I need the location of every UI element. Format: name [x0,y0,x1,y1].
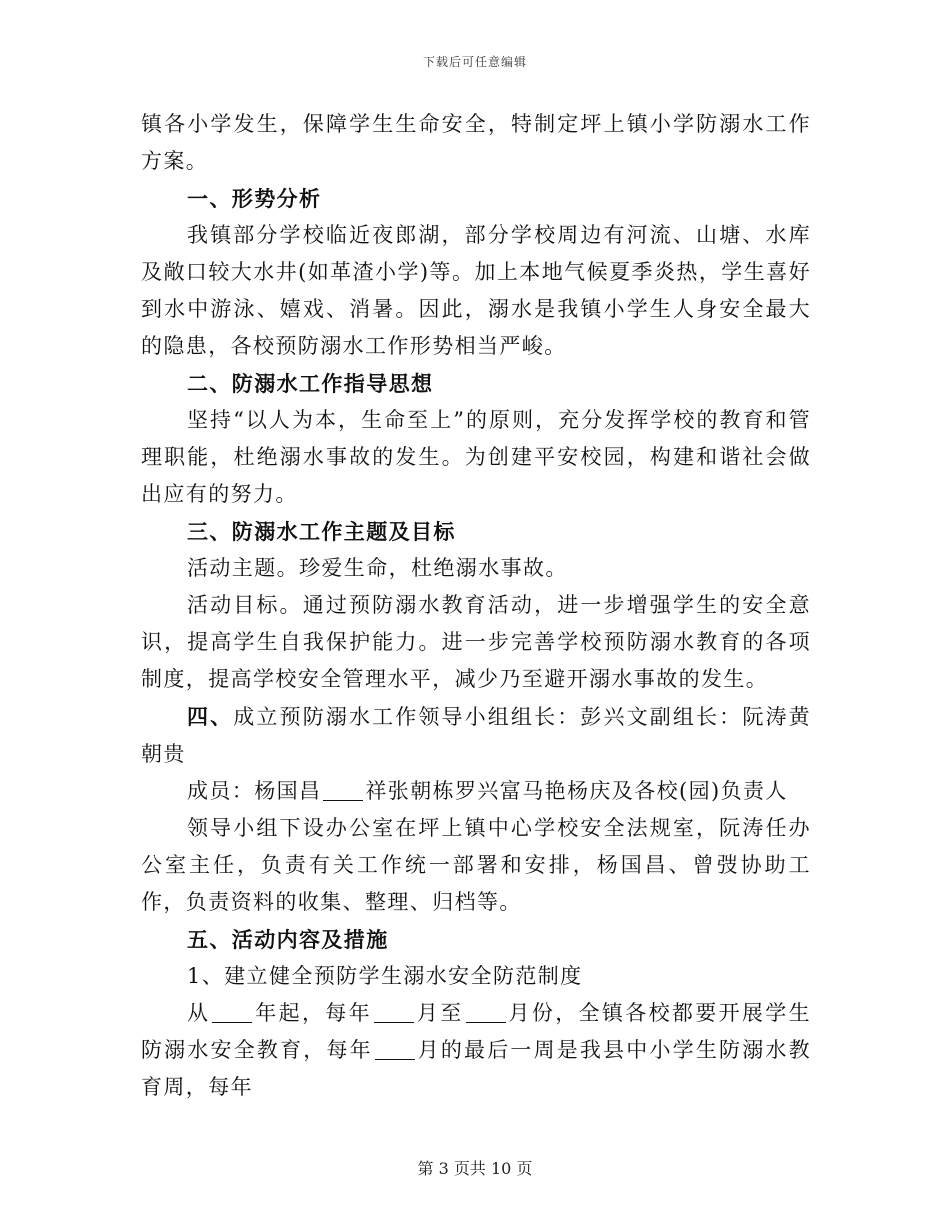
paragraph-situation: 我镇部分学校临近夜郎湖，部分学校周边有河流、山塘、水库及敞口较大水井(如革渣小学)等。加上本地气候夏季炎热，学生喜好到水中游泳、嬉戏、消暑。因此，溺水是我镇小学生人身安全最大的隐患，各校预防溺水工作形势相当严峻。 [141,223,811,358]
schedule-text-1: 从 [187,1001,211,1025]
schedule-text-5: 月的最后一周是我县中小学生防溺水教育周，每年 [141,1038,811,1099]
paragraph-theme: 活动主题。珍爱生命，杜绝溺水事故。 [187,556,568,580]
schedule-text-4: 月份，全镇各校都要开展学生防溺水安全教育，每年 [141,1001,812,1062]
paragraph-office: 领导小组下设办公室在坪上镇中心学校安全法规室，阮涛任办公室主任，负责有关工作统一部署和安排，杨国昌、曾弢协助工作，负责资料的收集、整理、归档等。 [141,816,811,914]
paragraph-intro: 镇各小学发生，保障学生生命安全，特制定坪上镇小学防溺水工作方案。 [141,112,811,173]
heading-leadership-number: 四、 [187,704,234,729]
heading-guiding-thought: 二、防溺水工作指导思想 [187,371,434,396]
blank-underline [375,1039,415,1060]
heading-situation-analysis: 一、形势分析 [187,186,322,211]
document-body [141,106,811,1106]
paragraph-guiding-thought: 坚持“以人为本，生命至上”的原则，充分发挥学校的教育和管理职能，杜绝溺水事故的发生。为创建平安校园，构建和谐社会做出应有的努力。 [141,408,811,506]
blank-underline [374,1002,414,1023]
page-number: 第 3 页共 10 页 [417,1159,533,1178]
blank-underline [323,780,363,801]
schedule-text-3: 月至 [415,1001,464,1025]
blank-underline [466,1002,506,1023]
members-text-end: 祥张朝栋罗兴富马艳杨庆及各校(园)负责人 [365,779,788,803]
paragraph-schedule [141,995,811,1106]
members-text-start: 成员：杨国昌 [187,779,322,803]
blank-underline [212,1002,252,1023]
paragraph-goals: 活动目标。通过预防溺水教育活动，进一步增强学生的安全意识，提高学生自我保护能力。进一步完善学校预防溺水教育的各项制度，提高学校安全管理水平，减少乃至避开溺水事故的发生。 [141,593,811,691]
page-header-note: 下载后可任意编辑 [422,55,527,69]
leadership-group-text: 成立预防溺水工作领导小组组长：彭兴文副组长：阮涛黄朝贵 [141,705,811,766]
paragraph-members [141,773,811,810]
heading-theme-goals: 三、防溺水工作主题及目标 [187,519,456,544]
paragraph-leadership-group [141,698,811,773]
heading-activities-measures: 五、活动内容及措施 [187,927,389,952]
schedule-text-2: 年起，每年 [254,1001,372,1025]
paragraph-safety-system: 1、建立健全预防学生溺水安全防范制度 [187,964,583,988]
